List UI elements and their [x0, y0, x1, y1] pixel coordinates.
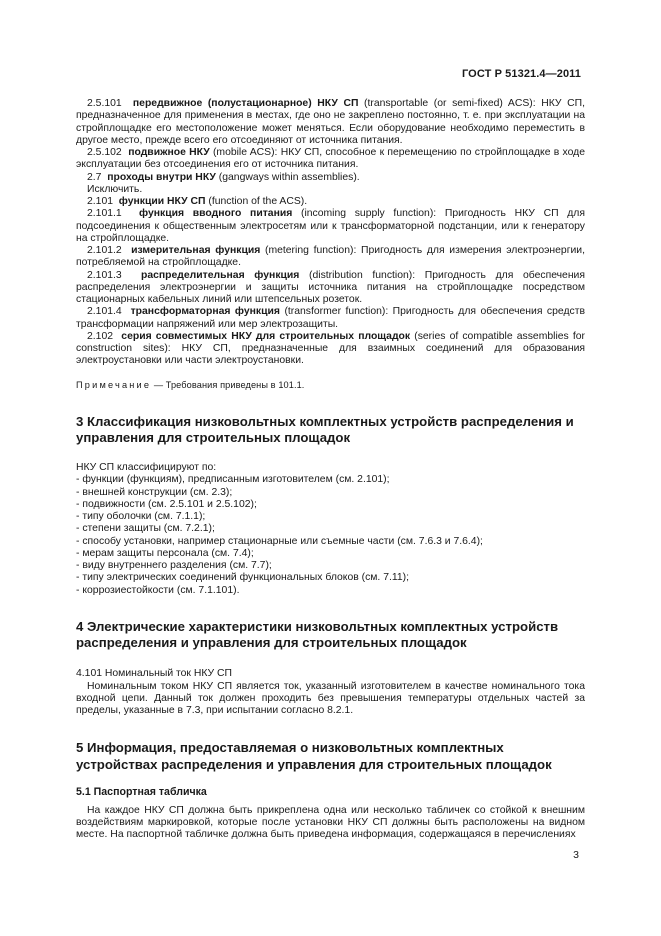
note-label: Примечание: [76, 379, 152, 390]
note: [76, 379, 585, 391]
list-item: - подвижности (см. 2.5.101 и 2.5.102);: [76, 498, 257, 510]
term: функция вводного питания: [139, 208, 293, 220]
definitions: [76, 98, 585, 368]
section-5-title: 5 Информация, предоставляемая о низковольтных комплектных устройствах распределения и управления для строительных площадок: [76, 740, 552, 772]
clause-number: 2.101.3: [87, 269, 122, 281]
list-item: - функции (функциям), предписанным изготовителем (см. 2.101);: [76, 474, 390, 486]
list-item: - типу оболочки (см. 7.1.1);: [76, 511, 206, 523]
list-item: - коррозиестойкости (см. 7.1.101).: [76, 584, 240, 596]
definition-2-101-2: [76, 245, 585, 270]
classification-list: [76, 474, 585, 597]
clause-4-101-heading: 4.101 Номинальный ток НКУ СП: [76, 668, 232, 680]
list-item: - мерам защиты персонала (см. 7.4);: [76, 547, 254, 559]
clause-number: 2.101: [87, 196, 114, 207]
term: серия совместимых НКУ для строительных площадок: [121, 330, 411, 342]
classification-intro: НКУ СП классифицируют по:: [76, 462, 217, 474]
definition-text: (incoming supply function): Пригодность НКУ СП для подсоединения к общественным электросетям или к трансформаторной подстанции, или к генератору на стройплощадке.: [76, 208, 585, 244]
definition-text: (series of compatible assemblies for construction sites): НКУ СП, предназначенные для взаимных соединений для образования электроустановки или части электроустановки.: [76, 330, 585, 367]
clause-number: 2.101.2: [87, 245, 122, 256]
clause-number: 2.5.102: [87, 147, 122, 158]
list-item: - степени защиты (см. 7.2.1);: [76, 523, 215, 535]
definition-text: (function of the ACS).: [205, 196, 308, 207]
term: функции НКУ СП: [118, 196, 206, 207]
exclude-text: [76, 184, 585, 196]
clause-number: 2.5.101: [87, 98, 122, 109]
clause-number: 2.102: [87, 330, 114, 342]
definition-2-7: [76, 172, 585, 184]
definition-2-102: [76, 331, 585, 368]
definition-text: (mobile ACS): НКУ СП, способное к перемещению по стройплощадке в ходе эксплуатации без отсоединения его от источника питания.: [76, 147, 586, 171]
definition-2-101-4: [76, 306, 585, 331]
list-item: - способу установки, например стационарные или съемные части (см. 7.6.3 и 7.6.4);: [76, 535, 483, 547]
page-number: 3: [573, 849, 579, 861]
page-content: [76, 98, 585, 842]
term: распределительная функция: [141, 269, 300, 281]
definition-text: (transportable (or semi-fixed) ACS): НКУ СП, предназначенное для применения в местах, где оно не закреплено постоянно, т. е. при эксплуатации на стройплощадке его местоположение может меняться. Если оборудование необходимо переместить в другое место, прежде всего его отсоединяют от источника питания.: [76, 98, 585, 146]
list-item: - внешней конструкции (см. 2.3);: [76, 486, 233, 498]
definition-text: (distribution function): Пригодность для обеспечения распределения электроэнергии и защиты источника питания на стройплощадке посредством стационарных кабельных линий или штепсельных розеток.: [76, 269, 585, 305]
note-text: — Требования приведены в 101.1.: [151, 379, 305, 390]
term: передвижное (полустационарное) НКУ СП: [132, 98, 359, 109]
definition-text: (gangways within assemblies).: [215, 171, 360, 183]
standard-number: ГОСТ Р 51321.4—2011: [461, 68, 581, 80]
section-3-title: 3 Классификация низковольтных комплектных устройств распределения и управления для строительных площадок: [76, 413, 574, 445]
definition-2-101-1: [76, 208, 585, 245]
list-item: - типу электрических соединений функциональных блоков (см. 7.11);: [76, 572, 410, 584]
definition-2-101-3: [76, 270, 585, 307]
clause-number: 2.101.1: [87, 208, 122, 220]
clause-number: 2.101.4: [87, 306, 122, 318]
section-4-title: 4 Электрические характеристики низковольтных комплектных устройств распределения и управления для строительных площадок: [76, 618, 559, 651]
definition-text: Исключить.: [87, 183, 143, 195]
term: трансформаторная функция: [130, 306, 280, 318]
subsection-5-1-title: 5.1 Паспортная табличка: [76, 785, 207, 798]
subsection-5-1-text: На каждое НКУ СП должна быть прикреплена одна или несколько табличек со стойкой к внешним воздействиям маркировкой, которые после установки НКУ СП должны быть расположены на видном месте. На паспортной табличке должна быть приведена информация, содержащаяся в перечислениях: [76, 804, 585, 841]
term: измерительная функция: [131, 245, 261, 256]
clause-4-101-text: Номинальным током НКУ СП является ток, указанный изготовителем в качестве номинального тока входной цепи. Данный ток должен проходить без превышения температуры отдельных частей за пределы, указанные в 7.3, при испытании согласно 8.2.1.: [76, 680, 585, 717]
list-item: - виду внутреннего разделения (см. 7.7);: [76, 560, 272, 572]
clause-number: 2.7: [87, 171, 102, 183]
definition-text: (metering function): Пригодность для измерения электроэнергии, потребляемой на стройплощадке.: [76, 245, 585, 269]
definition-2-101: [76, 196, 585, 208]
term: проходы внутри НКУ: [107, 171, 216, 183]
definition-2-5-102: [76, 147, 585, 172]
definition-2-5-101: [76, 98, 585, 147]
term: подвижное НКУ: [128, 147, 210, 158]
definition-text: (transformer function): Пригодность для обеспечения средств трансформации напряжений или мер электрозащиты.: [76, 306, 585, 330]
